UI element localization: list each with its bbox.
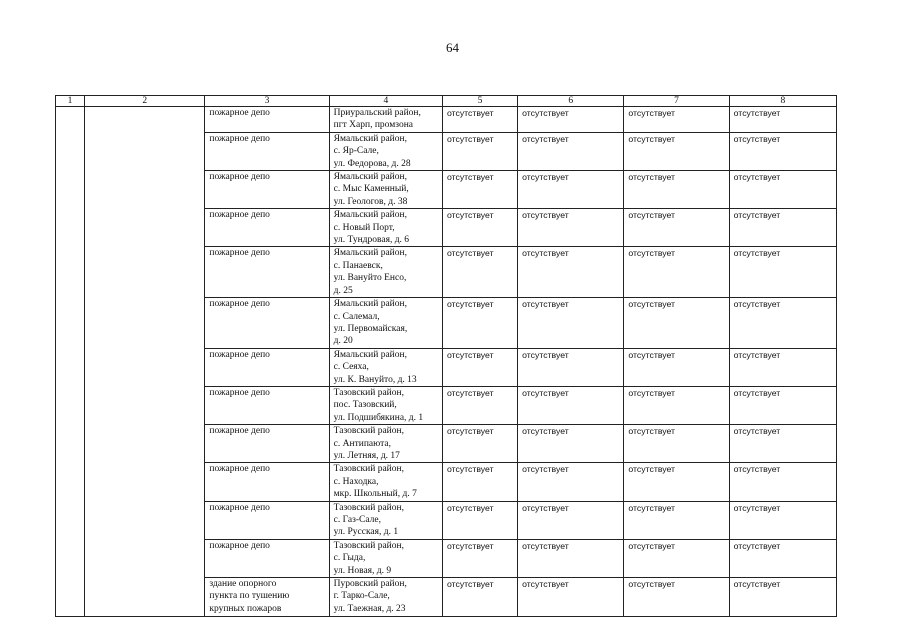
column-number-row xyxy=(56,96,837,107)
column-header: 7 xyxy=(624,96,729,107)
status-cell-c5: отсутствует xyxy=(442,501,517,539)
status-cell-c6: отсутствует xyxy=(518,171,624,209)
facility-address: Ямальский район, с. Новый Порт, ул. Тундровая, д. 6 xyxy=(333,210,410,246)
facility-address: Приуральский район, пгт Харп, промзона xyxy=(333,108,421,131)
facility-type: пожарное депо xyxy=(209,299,270,310)
facility-address: Тазовский район, с. Антипаюта, ул. Летняя, д. 17 xyxy=(333,426,404,461)
facility-address: Ямальский район, с. Мыс Каменный, ул. Геологов, д. 38 xyxy=(333,172,409,207)
facility-type: пожарное депо xyxy=(209,426,270,437)
facility-address: Тазовский район, с. Гыда, ул. Новая, д. 9 xyxy=(333,540,404,576)
status-cell-c5: отсутствует xyxy=(442,171,517,209)
status-cell-c7: отсутствует xyxy=(624,209,729,247)
status-cell-c6: отсутствует xyxy=(518,107,624,133)
page-number: 64 xyxy=(446,40,459,55)
facility-address: Ямальский район, с. Сеяха, ул. К. Вануйто, д. 13 xyxy=(333,349,417,385)
status-cell-c7: отсутствует xyxy=(624,247,729,298)
facility-type: пожарное депо xyxy=(209,540,270,551)
status-cell-c7: отсутствует xyxy=(624,386,729,424)
facility-type: пожарное депо xyxy=(209,248,270,259)
facility-type: пожарное депо xyxy=(209,108,270,118)
status-cell-c5: отсутствует xyxy=(442,578,517,617)
facility-type: пожарное депо xyxy=(209,349,270,360)
status-cell-c5: отсутствует xyxy=(442,348,517,386)
address-cell xyxy=(329,425,442,463)
status-cell-c6: отсутствует xyxy=(518,539,624,577)
status-cell-c5: отсутствует xyxy=(442,463,517,501)
facilities-table xyxy=(55,95,837,617)
facility-address: Тазовский район, пос. Тазовский, ул. Подшибякина, д. 1 xyxy=(333,387,424,423)
facility-type-cell xyxy=(205,348,329,386)
status-cell-c6: отсутствует xyxy=(518,578,624,617)
status-cell-c5: отсутствует xyxy=(442,539,517,577)
status-cell-c5: отсутствует xyxy=(442,132,517,170)
address-cell xyxy=(329,171,442,209)
status-cell-c7: отсутствует xyxy=(624,578,729,617)
facility-type: пожарное депо xyxy=(209,133,270,144)
status-cell-c6: отсутствует xyxy=(518,463,624,501)
status-cell-c8: отсутствует xyxy=(729,132,836,170)
status-cell-c8: отсутствует xyxy=(729,386,836,424)
status-cell-c5: отсутствует xyxy=(442,386,517,424)
facility-address: Ямальский район, с. Салемал, ул. Первомайская, д. 20 xyxy=(333,299,408,347)
status-cell-c5: отсутствует xyxy=(442,107,517,133)
status-cell-c8: отсутствует xyxy=(729,209,836,247)
status-cell-c7: отсутствует xyxy=(624,171,729,209)
facility-type-cell xyxy=(205,171,329,209)
status-cell-c6: отсутствует xyxy=(518,298,624,349)
status-cell-c6: отсутствует xyxy=(518,425,624,463)
status-cell-c6: отсутствует xyxy=(518,348,624,386)
status-cell-c7: отсутствует xyxy=(624,107,729,133)
status-cell-c8: отсутствует xyxy=(729,463,836,501)
column-header: 6 xyxy=(518,96,624,107)
status-cell-c8: отсутствует xyxy=(729,425,836,463)
facility-address: Пуровский район, г. Тарко-Сале, ул. Таежная, д. 23 xyxy=(333,579,407,614)
address-cell xyxy=(329,107,442,133)
address-cell xyxy=(329,132,442,170)
column-header: 8 xyxy=(729,96,836,107)
facility-type-cell xyxy=(205,107,329,133)
facility-type-cell xyxy=(205,247,329,298)
status-cell-c8: отсутствует xyxy=(729,578,836,617)
status-cell-c8: отсутствует xyxy=(729,348,836,386)
column-header: 2 xyxy=(85,96,205,107)
facility-address: Ямальский район, с. Яр-Сале, ул. Федорова, д. 28 xyxy=(333,133,411,169)
status-cell-c6: отсутствует xyxy=(518,386,624,424)
address-cell xyxy=(329,247,442,298)
facility-type-cell xyxy=(205,539,329,577)
facility-type-cell xyxy=(205,298,329,349)
status-cell-c5: отсутствует xyxy=(442,209,517,247)
column-header: 5 xyxy=(442,96,517,107)
status-cell-c8: отсутствует xyxy=(729,107,836,133)
region-column-cell xyxy=(56,107,85,617)
table-row xyxy=(56,107,837,133)
facility-type-cell xyxy=(205,386,329,424)
status-cell-c6: отсутствует xyxy=(518,132,624,170)
facility-address: Тазовский район, с. Находка, мкр. Школьный, д. 7 xyxy=(333,464,417,500)
status-cell-c6: отсутствует xyxy=(518,209,624,247)
facility-type: здание опорного пункта по тушению крупных пожаров xyxy=(209,579,290,614)
facility-type: пожарное депо xyxy=(209,172,270,183)
facility-type: пожарное депо xyxy=(209,387,270,398)
address-cell xyxy=(329,578,442,617)
table-header xyxy=(56,96,837,107)
status-cell-c7: отсутствует xyxy=(624,501,729,539)
status-cell-c5: отсутствует xyxy=(442,298,517,349)
facility-type-cell xyxy=(205,132,329,170)
status-cell-c8: отсутствует xyxy=(729,501,836,539)
facility-type: пожарное депо xyxy=(209,210,270,221)
status-cell-c7: отсутствует xyxy=(624,463,729,501)
address-cell xyxy=(329,463,442,501)
facility-type-cell xyxy=(205,209,329,247)
facility-type-cell xyxy=(205,578,329,617)
facility-address: Ямальский район, с. Панаевск, ул. Вануйто Енсо, д. 25 xyxy=(333,248,407,296)
address-cell xyxy=(329,539,442,577)
status-cell-c8: отсутствует xyxy=(729,539,836,577)
status-cell-c6: отсутствует xyxy=(518,247,624,298)
address-cell xyxy=(329,386,442,424)
column-header: 1 xyxy=(56,96,85,107)
facility-type-cell xyxy=(205,501,329,539)
column-header: 3 xyxy=(205,96,329,107)
facility-address: Тазовский район, с. Газ-Сале, ул. Русская, д. 1 xyxy=(333,502,404,538)
address-cell xyxy=(329,209,442,247)
status-cell-c8: отсутствует xyxy=(729,247,836,298)
facility-type: пожарное депо xyxy=(209,502,270,513)
status-cell-c7: отсутствует xyxy=(624,132,729,170)
status-cell-c5: отсутствует xyxy=(442,247,517,298)
status-cell-c6: отсутствует xyxy=(518,501,624,539)
status-cell-c8: отсутствует xyxy=(729,298,836,349)
status-cell-c8: отсутствует xyxy=(729,171,836,209)
address-cell xyxy=(329,348,442,386)
facility-type-cell xyxy=(205,425,329,463)
settlement-column-cell xyxy=(85,107,205,617)
column-header: 4 xyxy=(329,96,442,107)
status-cell-c7: отсутствует xyxy=(624,298,729,349)
table-body xyxy=(56,107,837,617)
facility-type: пожарное депо xyxy=(209,464,270,475)
status-cell-c5: отсутствует xyxy=(442,425,517,463)
address-cell xyxy=(329,501,442,539)
address-cell xyxy=(329,298,442,349)
facility-type-cell xyxy=(205,463,329,501)
status-cell-c7: отсутствует xyxy=(624,539,729,577)
status-cell-c7: отсутствует xyxy=(624,348,729,386)
status-cell-c7: отсутствует xyxy=(624,425,729,463)
